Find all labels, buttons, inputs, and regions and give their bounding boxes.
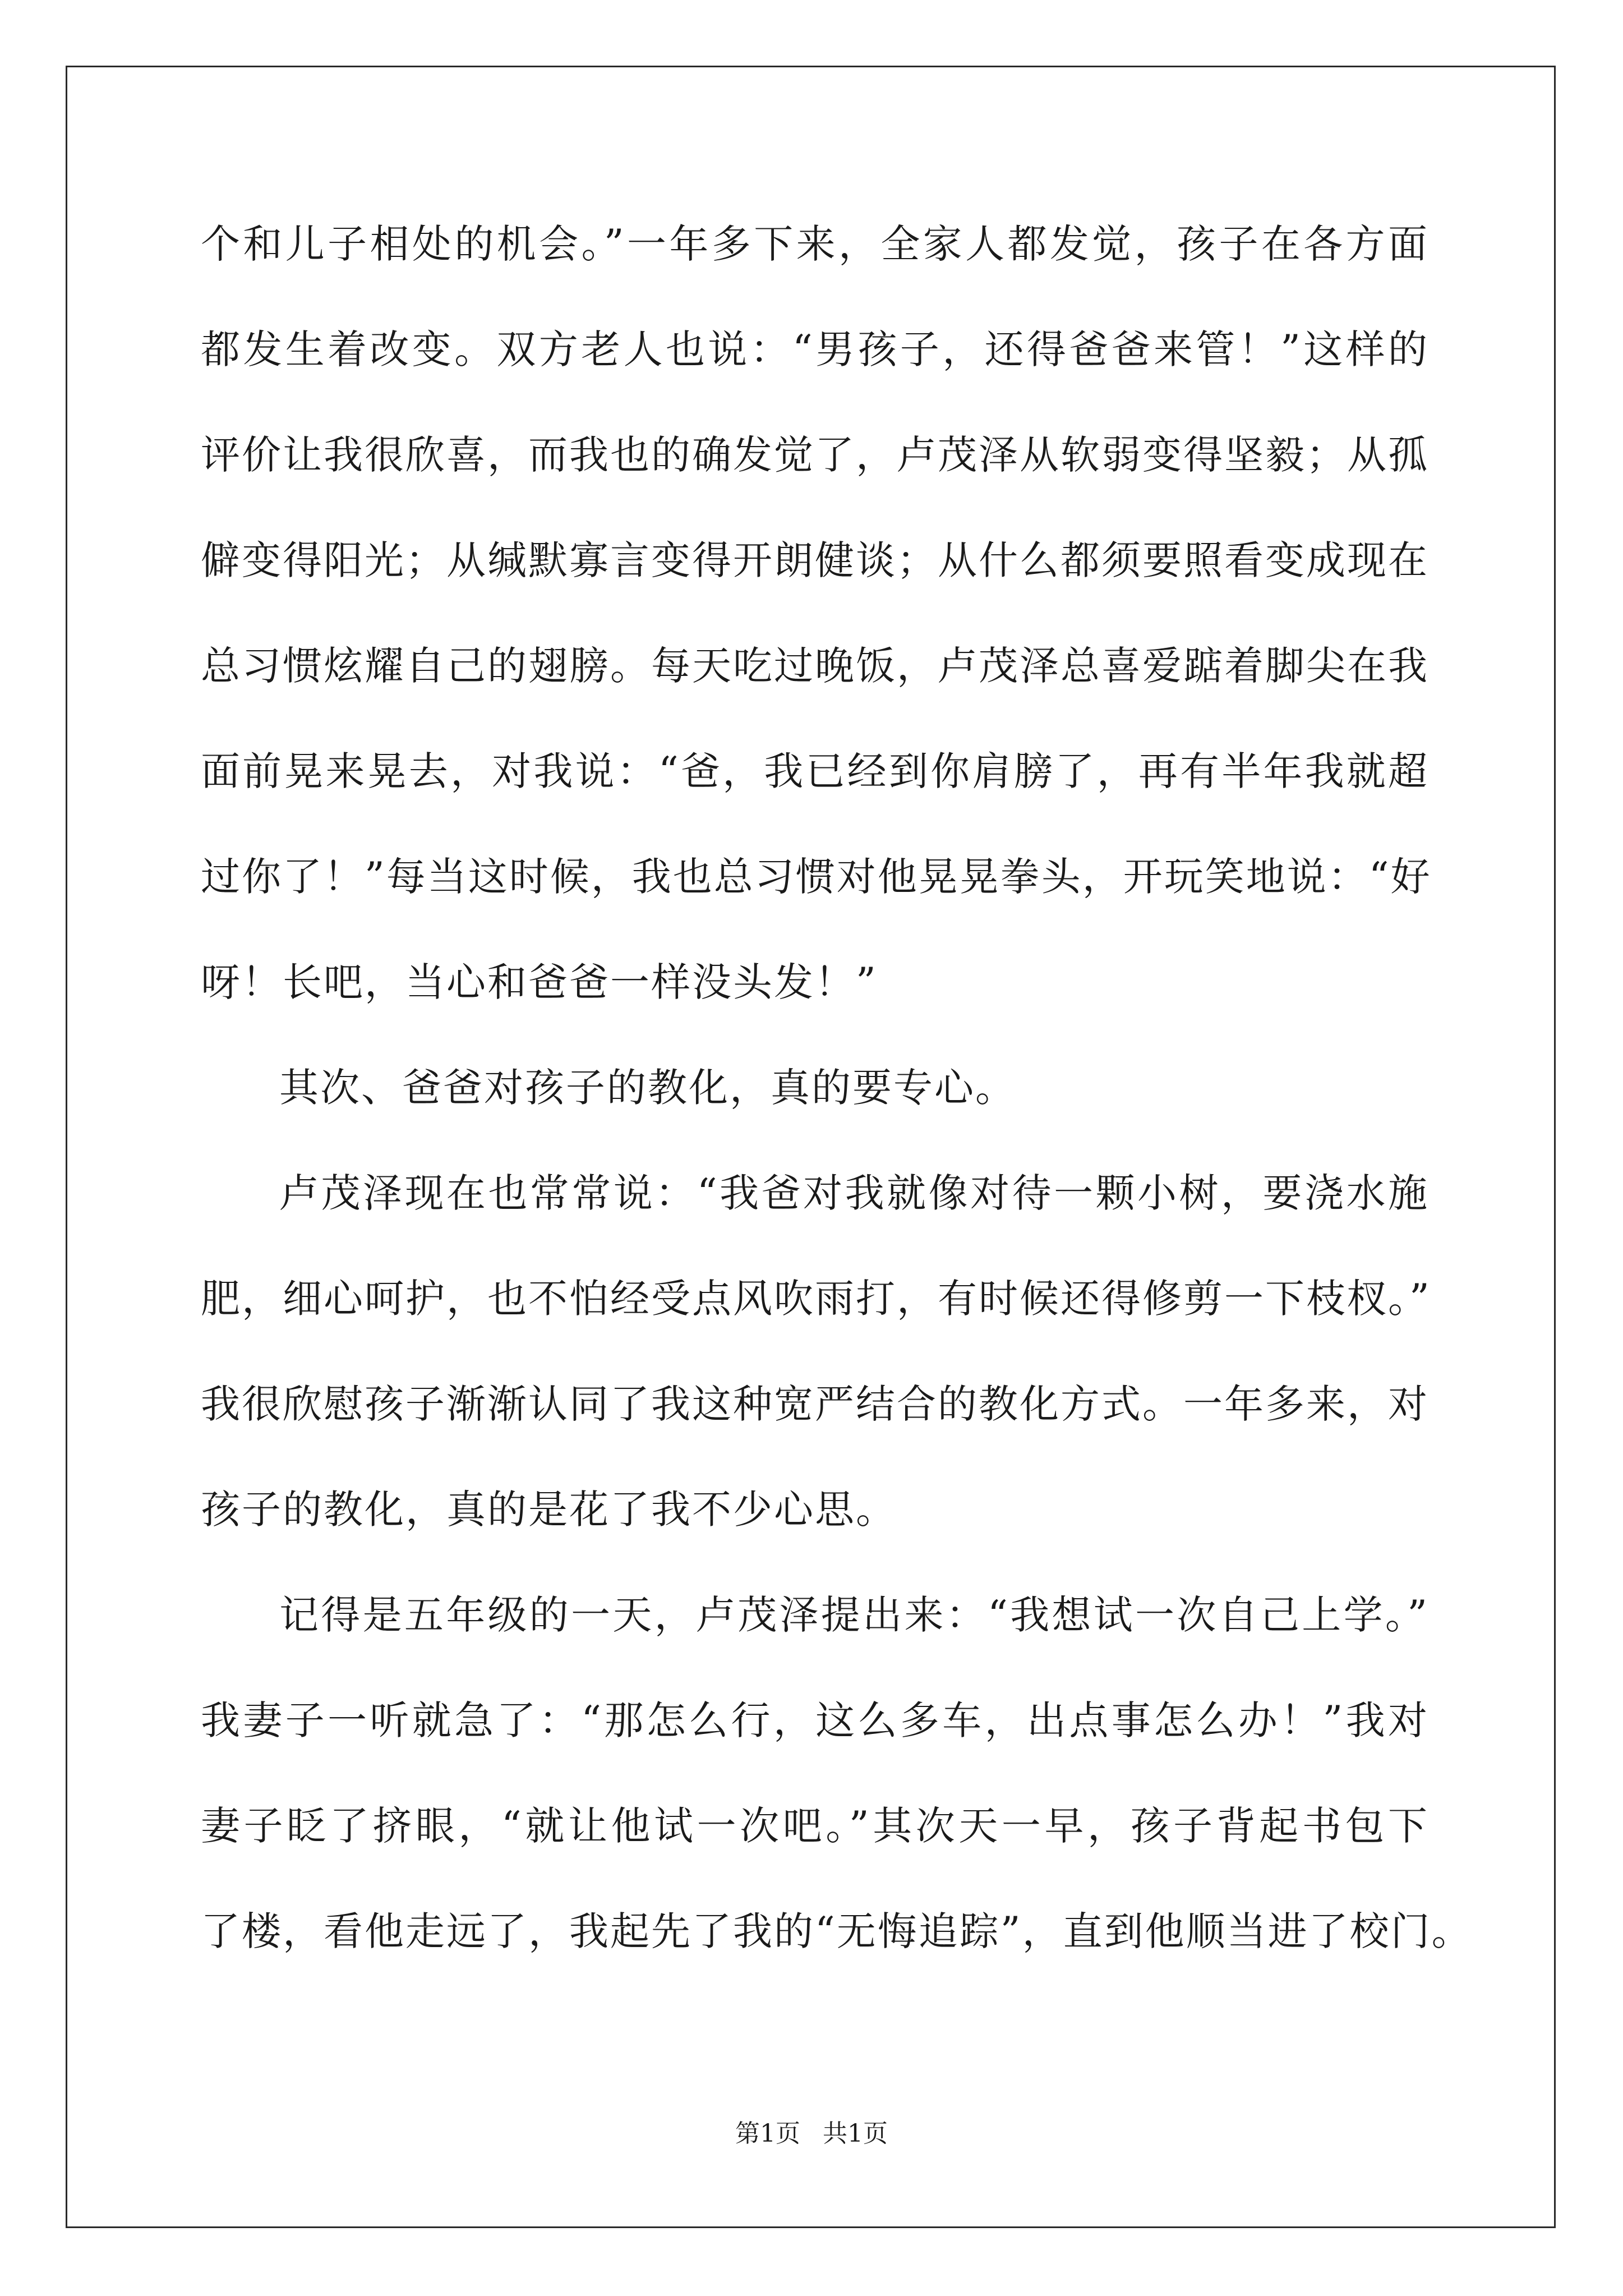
text-line: 孩子的教化，真的是花了我不少心思。	[201, 1487, 897, 1533]
text-line: 妻子眨了挤眼，“就让他试一次吧。”其次天一早，孩子背起书包下	[201, 1803, 1429, 1849]
page-total: 共1页	[823, 2119, 888, 2148]
text-line: 了楼，看他走远了，我起先了我的“无悔追踪”，直到他顺当进了校门。	[201, 1908, 1473, 1954]
page-footer	[0, 2117, 1623, 2151]
text-line: 个和儿子相处的机会。”一年多下来，全家人都发觉，孩子在各方面	[201, 221, 1429, 267]
text-line: 都发生着改变。双方老人也说：“男孩子，还得爸爸来管！”这样的	[201, 326, 1429, 372]
text-line: 呀！长吧，当心和爸爸一样没头发！”	[201, 959, 878, 1005]
text-line: 总习惯炫耀自己的翅膀。每天吃过晚饭，卢茂泽总喜爱踮着脚尖在我	[201, 643, 1429, 689]
text-line: 记得是五年级的一天，卢茂泽提出来：“我想试一次自己上学。”	[279, 1592, 1429, 1638]
text-line: 过你了！”每当这时候，我也总习惯对他晃晃拳头，开玩笑地说：“好	[201, 854, 1432, 900]
page-number: 第1页	[735, 2119, 800, 2148]
text-line: 肥，细心呵护，也不怕经受点风吹雨打，有时候还得修剪一下枝杈。”	[201, 1276, 1431, 1322]
text-line: 评价让我很欣喜，而我也的确发觉了，卢茂泽从软弱变得坚毅；从孤	[201, 432, 1429, 478]
text-line: 卢茂泽现在也常常说：“我爸对我就像对待一颗小树，要浇水施	[279, 1170, 1429, 1216]
text-line: 我很欣慰孩子渐渐认同了我这种宽严结合的教化方式。一年多来，对	[201, 1381, 1429, 1427]
text-line: 僻变得阳光；从缄默寡言变得开朗健谈；从什么都须要照看变成现在	[201, 537, 1429, 583]
paragraph-heading: 其次、爸爸对孩子的教化，真的要专心。	[279, 1065, 1016, 1111]
text-line: 面前晃来晃去，对我说：“爸，我已经到你肩膀了，再有半年我就超	[201, 748, 1429, 794]
text-line: 我妻子一听就急了：“那怎么行，这么多车，出点事怎么办！”我对	[201, 1697, 1429, 1743]
